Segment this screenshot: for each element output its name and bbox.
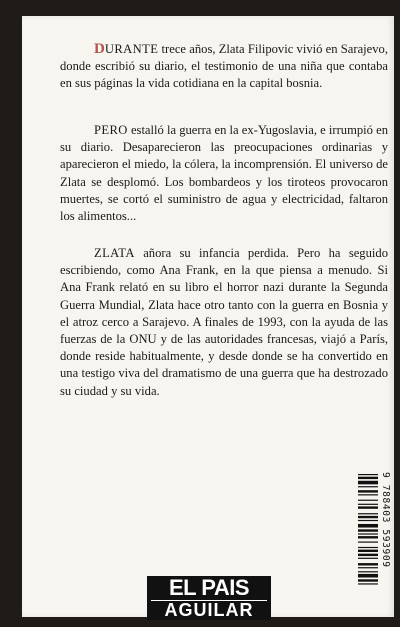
barcode-bar (358, 494, 378, 495)
barcode-bar (358, 490, 378, 492)
barcode-bar (358, 500, 378, 501)
barcode-bar (358, 536, 378, 538)
barcode-bar (358, 529, 378, 531)
barcode-bar (358, 520, 378, 521)
barcode-bar (358, 542, 378, 543)
barcode-bar (358, 504, 378, 505)
publisher-logo (147, 576, 271, 620)
barcode-bar (358, 506, 378, 508)
isbn-barcode (358, 472, 392, 622)
blurb-paragraph-3 (60, 245, 388, 400)
publisher-line-1: EL PAIS (168, 575, 250, 600)
barcode-bar (358, 486, 378, 487)
barcode-bar (358, 533, 378, 534)
barcode-bar (358, 574, 378, 578)
barcode-bars (358, 472, 378, 622)
publisher-line-2: AGUILAR (164, 600, 254, 620)
barcode-bar (358, 481, 378, 485)
barcode-bar (358, 516, 378, 518)
barcode-bar (358, 583, 378, 584)
lead-word: URANTE (104, 42, 159, 56)
barcode-bar (358, 579, 378, 581)
blurb-paragraph-1 (60, 41, 388, 93)
barcode-bar (358, 547, 378, 548)
lead-word: PERO (94, 123, 128, 137)
paragraph-text: trece años, Zlata Filipovic vivió en Sarajevo, donde escribió su diario, el testimonio de una niña que contaba en sus páginas la vida cotidiana en la capital bosnia. (60, 42, 388, 91)
barcode-bar (358, 550, 378, 552)
barcode-bar (358, 524, 378, 528)
barcode-bar (358, 563, 378, 565)
barcode-bar (358, 513, 378, 514)
paragraph-text: estalló la guerra en la ex-Yugoslavia, e irrumpió en su diario. Desaparecieron las preocupaciones ordinarias y aparecieron el miedo, la cólera, la incomprensión. El universo de Zlata se desplomó. Los bombardeos y los tiroteos provocaron muertes, se cortó el suministro de agua y electricidad, faltaron los alimentos... (60, 123, 388, 224)
drop-cap: D (94, 41, 105, 57)
lead-word: ZLATA (94, 246, 135, 260)
paragraph-text: añora su infancia perdida. Pero ha seguido escribiendo, como Ana Frank, en la que piensa a menudo. Si Ana Frank relató en su libro el horror nazi durante la Segunda Guerra Mundial, Zlata hace otro tanto con la guerra en Bosnia y el atroz cerco a Sarajevo. A finales de 1993, con la ayuda de las fuerzas de la ONU y de las autoridades francesas, viajó a París, donde reside habitualmente, y desde donde se ha convertido en una testigo viva del dramatismo de una guerra que ha destrozado su ciudad y su vida. (60, 246, 388, 398)
barcode-digits: 9 788403 593909 (380, 472, 391, 568)
cover-panel (22, 16, 394, 620)
barcode-bar (358, 474, 378, 475)
barcode-bar (358, 567, 378, 568)
barcode-bar (358, 571, 378, 572)
barcode-bar (358, 554, 378, 556)
barcode-bar (358, 477, 378, 479)
barcode-bar (358, 558, 378, 559)
blurb-paragraph-2 (60, 122, 388, 225)
